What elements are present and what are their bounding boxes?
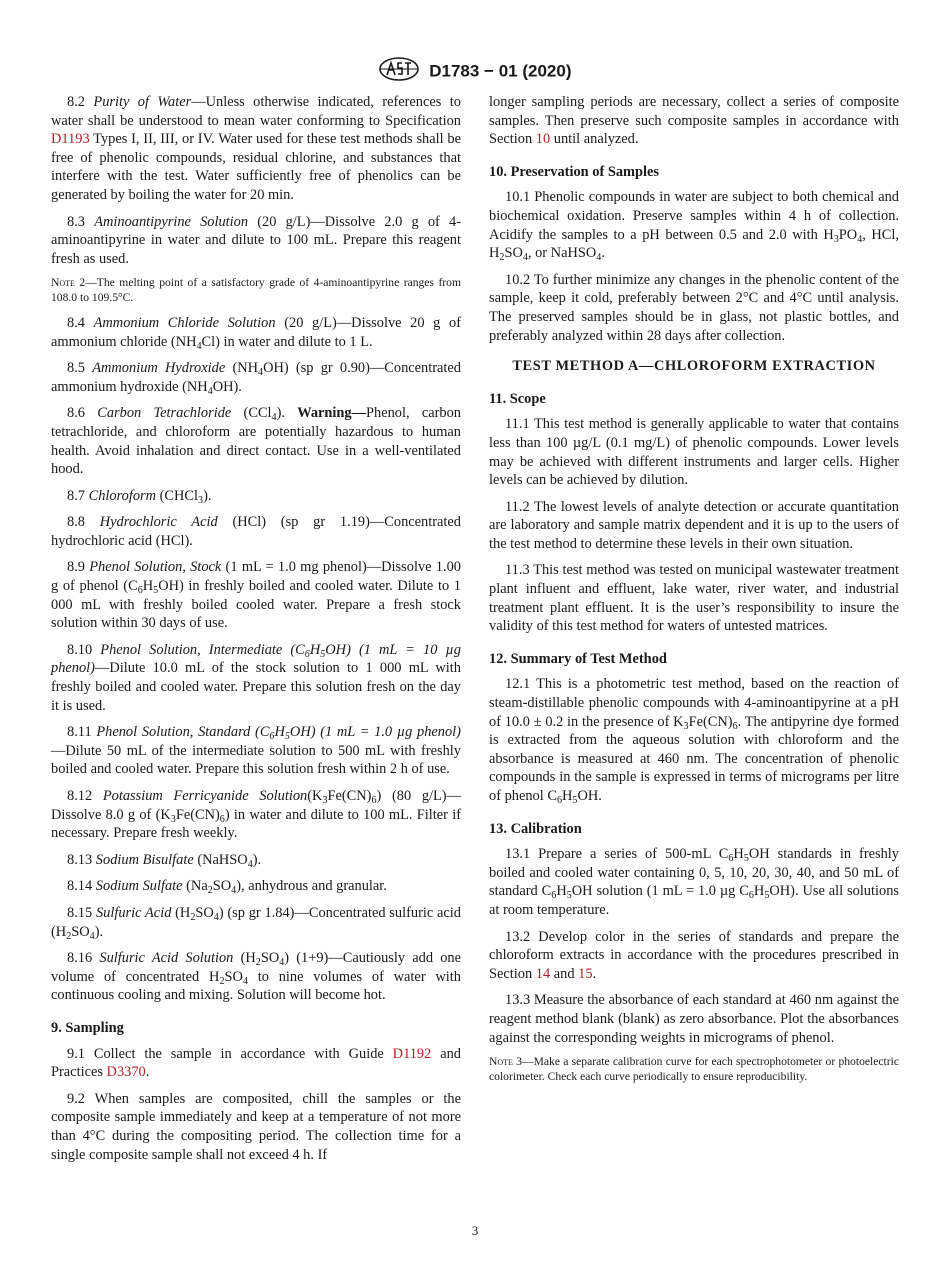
link-d1193[interactable]: D1193 bbox=[51, 131, 90, 148]
document-designation: D1783 − 01 (2020) bbox=[429, 61, 572, 81]
warning-label: Warning— bbox=[297, 405, 366, 422]
section-8-12: 8.12 Potassium Ferricyanide $Solution(K_3Fe(CN)_6)$ (80 g/L)—Dissolve 8.0 g of $(K_3Fe(CN)_6)$ in water and dilute to 100 mL. Filter if necessary. Prepare fresh weekly. bbox=[51, 788, 461, 842]
heading-preservation: 10. Preservation of Samples bbox=[489, 163, 660, 180]
link-section-14[interactable]: 14 bbox=[535, 965, 551, 982]
section-8-6: 8.6 Carbon Tetrachloride (CCl$_4$). Warning—Phenol, carbon tetrachloride, and chloroform are potentially hazardous to human health. Avoid inhalation and direct contact. Use in a well-ventilated hood. bbox=[51, 405, 461, 478]
section-8-3: 8.3 Aminoantipyrine Solution (20 g/L)—Dissolve 2.0 g of 4-aminoantipyrine in water and dilute to 100 mL. Prepare this reagent fresh as used. bbox=[51, 213, 461, 267]
section-9-2: 9.2 When samples are composited, chill the samples or the composite sample immediately and keep at a temperature of not more than 4°C during the compositing period. The collection time for a single composite sample shall not exceed 4 h. If bbox=[51, 1090, 461, 1163]
right-column bbox=[489, 93, 899, 1093]
heading-scope: 11. Scope bbox=[489, 390, 546, 407]
section-8-13: 8.13 Sodium Bisulfate (NaHSO$_4$). bbox=[67, 851, 262, 870]
section-8-7: 8.7 Chloroform (CHCl$_3$). bbox=[67, 487, 212, 506]
section-9-2-continued: longer sampling periods are necessary, collect a series of composite samples. Then preserve such composite samples in accordance with Section 10 until analyzed. bbox=[489, 94, 899, 148]
note-3: Note 3—Make a separate calibration curve for each spectrophotometer or photoelectric colorimeter. Check each curve periodically to ensure reproducibility. bbox=[489, 1055, 899, 1083]
section-13-3: 13.3 Measure the absorbance of each standard at 460 nm against the reagent method blank (blank) as zero absorbance. Plot the absorbances against the corresponding weights in micrograms of phenol. bbox=[489, 992, 899, 1046]
left-column bbox=[51, 93, 461, 1172]
section-8-15: 8.15 Sulfuric Acid $(H_2SO_4)$ (sp gr 1.84)—Concentrated sulfuric acid $(H_2SO_4)$. bbox=[51, 904, 461, 942]
section-9-1: 9.1 Collect the sample in accordance with Guide D1192 and Practices D3370. bbox=[51, 1045, 461, 1081]
section-12-1: 12.1 This is a photometric test method, based on the reaction of steam-distillable phenolic compounds with 4-aminoantipyrine at a pH of 10.0 ± 0.2 in the presence of $K_3Fe(CN)_6$. The antipyrine dye formed is extracted from the aqueous solution with chloroform and the absorbance is measured at 460 nm. The concentration of phenolic compounds in the sample is expressed in terms of micrograms per litre of phenol $C_6H_5OH$. bbox=[489, 676, 899, 806]
section-8-4: 8.4 Ammonium Chloride Solution (20 g/L)—Dissolve 20 g of ammonium chloride $(NH_4Cl)$ in water and dilute to 1 L. bbox=[51, 314, 461, 352]
section-8-11: 8.11 Phenol Solution, Standard $(C_6H_5OH)$ (1 mL = 1.0 µg phenol)—Dilute 50 mL of the intermediate solution to 500 mL with freshly boiled and cooled water. Prepare this solution fresh within 2 h of use. bbox=[51, 724, 461, 778]
section-11-3: 11.3 This test method was tested on municipal wastewater treatment plant influent and effluent, lake water, river water, and industrial treatment plant effluent. It is the user’s responsibility to insure the validity of this test method for waters of untested matrices. bbox=[489, 562, 899, 635]
note-2: Note 2—The melting point of a satisfactory grade of 4-aminoantipyrine ranges from 108.0 to 109.5°C. bbox=[51, 276, 461, 305]
section-11-1: 11.1 This test method is generally applicable to water that contains less than 100 µg/L (0.1 mg/L) of phenolic compounds. Lower levels may be achieved with different instruments and larger cells. Higher levels can be achieved by dilution. bbox=[489, 416, 899, 489]
section-8-2: 8.2 Purity of Water—Unless otherwise indicated, references to water shall be understood to mean water conforming to Specification D1193 Types I, II, III, or IV. Water used for these test methods shall be free of phenolic compounds, residual chlorine, and substances that interfere with the test. Water sufficiently free of phenolics can be generated by boiling the water for 20 min. bbox=[51, 94, 461, 203]
method-a-title: TEST METHOD A—CHLOROFORM EXTRACTION bbox=[512, 358, 876, 375]
section-10-2: 10.2 To further minimize any changes in the phenolic content of the sample, keep it cold, preferably between 2°C and 4°C until analysis. The preserved samples should be in glass, not plastic bottles, and preferably analyzed within 28 days after collection. bbox=[489, 271, 899, 344]
page-header bbox=[0, 57, 950, 86]
link-d1192[interactable]: D1192 bbox=[392, 1045, 432, 1062]
link-section-15[interactable]: 15 bbox=[578, 965, 593, 982]
section-8-8: 8.8 Hydrochloric Acid (HCl) (sp gr 1.19)—Concentrated hydrochloric acid (HCl). bbox=[51, 514, 461, 549]
section-8-9: 8.9 Phenol Solution, Stock (1 mL = 1.0 mg phenol)—Dissolve 1.00 g of phenol $(C_6H_5OH)$ in freshly boiled and cooled water. Dilute to 1 000 mL with freshly boiled cooled water. Prepare a fresh stock solution within 30 days of use. bbox=[51, 559, 461, 632]
link-d3370[interactable]: D3370 bbox=[106, 1064, 146, 1081]
heading-summary: 12. Summary of Test Method bbox=[489, 650, 667, 667]
section-8-10: 8.10 Phenol Solution, Intermediate $(C_6H_5OH)$ (1 mL = 10 µg phenol)—Dilute 10.0 mL of the stock solution to 1 000 mL with freshly boiled and cooled water. Prepare this solution fresh on the day it is used. bbox=[51, 641, 461, 714]
section-11-2: 11.2 The lowest levels of analyte detection or accurate quantitation are laboratory and sample matrix dependent and it is up to the users of the test method to determine these levels in their own situation. bbox=[489, 498, 899, 552]
section-8-16: 8.16 Sulfuric Acid Solution $(H_2SO_4)$ (1+9)—Cautiously add one volume of concentrated $H_2SO_4$ to nine volumes of water with continuous cooling and mixing. Solution will become hot. bbox=[51, 950, 461, 1004]
section-13-1: 13.1 Prepare a series of 500-mL $C_6H_5OH$ standards in freshly boiled and cooled water containing 0, 5, 10, 20, 30, 40, and 50 mL of standard $C_6H_5OH$ solution (1 mL = 1.0 µg $C_6H_5OH$). Use all solutions at room temperature. bbox=[489, 846, 900, 918]
heading-sampling: 9. Sampling bbox=[51, 1019, 124, 1036]
section-10-1: 10.1 Phenolic compounds in water are subject to both chemical and biochemical oxidation. Preserve samples within 4 h of collection. Acidify the samples to a pH between 0.5 and 2.0 with $H_3PO_4$, HCl, $H_2SO_4$, or NaHSO$_4$. bbox=[489, 189, 899, 264]
section-13-2: 13.2 Develop color in the series of standards and prepare the chloroform extracts in accordance with the procedures prescribed in Section 14 and 15. bbox=[489, 928, 899, 982]
page-number: 3 bbox=[471, 1223, 479, 1238]
heading-calibration: 13. Calibration bbox=[489, 820, 582, 837]
section-8-14: 8.14 Sodium Sulfate $(Na_2SO_4)$, anhydrous and granular. bbox=[67, 878, 387, 897]
link-section-10[interactable]: 10 bbox=[535, 131, 551, 148]
astm-logo-icon bbox=[379, 57, 419, 86]
section-8-5: 8.5 Ammonium Hydroxide $(NH_4OH)$ (sp gr 0.90)—Concentrated ammonium hydroxide $(NH_4OH)$. bbox=[51, 360, 461, 397]
